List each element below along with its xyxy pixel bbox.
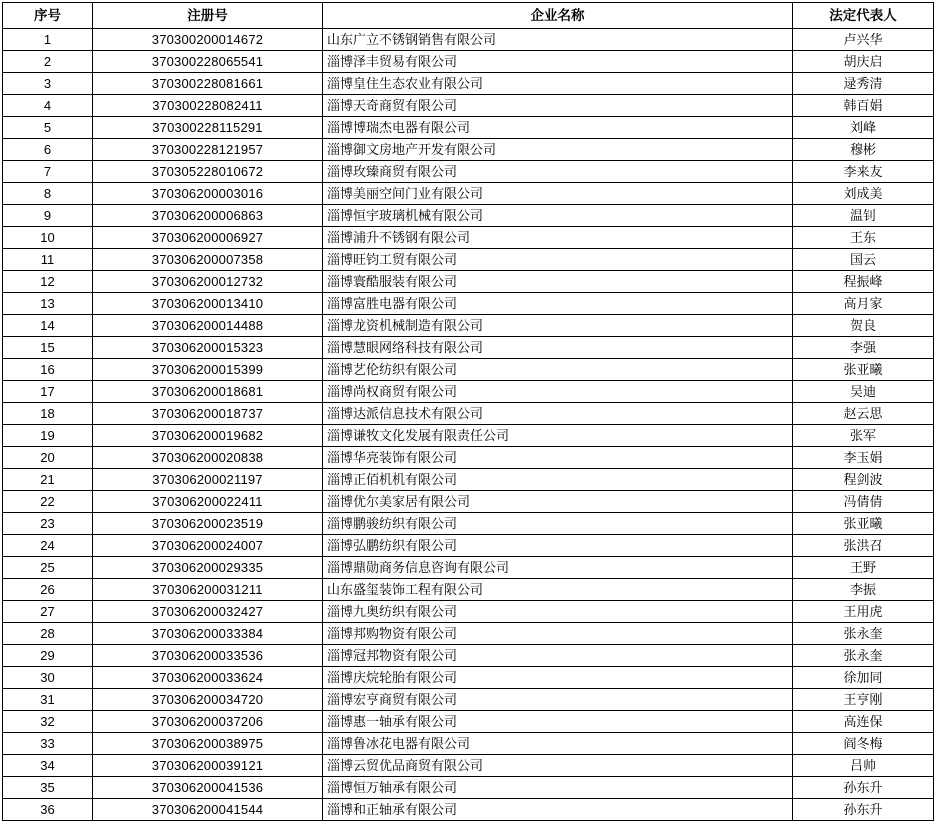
cell-company-name: 淄博美丽空间门业有限公司 — [323, 183, 793, 205]
cell-index: 22 — [3, 491, 93, 513]
cell-legal-rep: 吕帅 — [793, 755, 934, 777]
cell-company-name: 淄博宏亨商贸有限公司 — [323, 689, 793, 711]
cell-registration-no: 370306200038975 — [93, 733, 323, 755]
cell-index: 32 — [3, 711, 93, 733]
cell-registration-no: 370306200014488 — [93, 315, 323, 337]
table-row — [3, 557, 934, 579]
cell-company-name: 淄博艺伦纺织有限公司 — [323, 359, 793, 381]
table-row — [3, 183, 934, 205]
cell-legal-rep: 卢兴华 — [793, 29, 934, 51]
cell-registration-no: 370300200014672 — [93, 29, 323, 51]
cell-registration-no: 370306200018681 — [93, 381, 323, 403]
cell-index: 21 — [3, 469, 93, 491]
cell-legal-rep: 王亨刚 — [793, 689, 934, 711]
cell-registration-no: 370306200006927 — [93, 227, 323, 249]
cell-company-name: 淄博云贸优品商贸有限公司 — [323, 755, 793, 777]
cell-company-name: 淄博天奇商贸有限公司 — [323, 95, 793, 117]
cell-legal-rep: 程振峰 — [793, 271, 934, 293]
cell-legal-rep: 穆彬 — [793, 139, 934, 161]
cell-index: 11 — [3, 249, 93, 271]
cell-registration-no: 370300228121957 — [93, 139, 323, 161]
cell-company-name: 淄博冠邦物资有限公司 — [323, 645, 793, 667]
cell-legal-rep: 王野 — [793, 557, 934, 579]
table-row — [3, 491, 934, 513]
table-body — [3, 29, 934, 821]
table-row — [3, 535, 934, 557]
table-row — [3, 733, 934, 755]
column-header-legal-rep: 法定代表人 — [793, 3, 934, 29]
cell-company-name: 山东盛玺装饰工程有限公司 — [323, 579, 793, 601]
cell-registration-no: 370300228082411 — [93, 95, 323, 117]
cell-company-name: 淄博正佰机机有限公司 — [323, 469, 793, 491]
cell-legal-rep: 王东 — [793, 227, 934, 249]
cell-legal-rep: 国云 — [793, 249, 934, 271]
table-row — [3, 667, 934, 689]
cell-registration-no: 370306200033624 — [93, 667, 323, 689]
table-row — [3, 579, 934, 601]
cell-registration-no: 370306200032427 — [93, 601, 323, 623]
table-row — [3, 755, 934, 777]
table-row — [3, 711, 934, 733]
cell-index: 9 — [3, 205, 93, 227]
table-header — [3, 3, 934, 29]
cell-registration-no: 370305228010672 — [93, 161, 323, 183]
cell-registration-no: 370306200003016 — [93, 183, 323, 205]
cell-registration-no: 370306200007358 — [93, 249, 323, 271]
cell-index: 24 — [3, 535, 93, 557]
cell-company-name: 淄博寰酷服装有限公司 — [323, 271, 793, 293]
cell-index: 4 — [3, 95, 93, 117]
cell-legal-rep: 孙东升 — [793, 777, 934, 799]
cell-registration-no: 370306200023519 — [93, 513, 323, 535]
cell-legal-rep: 阎冬梅 — [793, 733, 934, 755]
cell-legal-rep: 刘成美 — [793, 183, 934, 205]
table-row — [3, 359, 934, 381]
table-row — [3, 315, 934, 337]
table-row — [3, 249, 934, 271]
table-row — [3, 447, 934, 469]
cell-registration-no: 370306200033384 — [93, 623, 323, 645]
cell-registration-no: 370306200033536 — [93, 645, 323, 667]
cell-legal-rep: 徐加同 — [793, 667, 934, 689]
cell-company-name: 淄博邦购物资有限公司 — [323, 623, 793, 645]
table-row — [3, 73, 934, 95]
cell-registration-no: 370306200024007 — [93, 535, 323, 557]
cell-legal-rep: 李玉娟 — [793, 447, 934, 469]
cell-index: 2 — [3, 51, 93, 73]
cell-legal-rep: 孙东升 — [793, 799, 934, 821]
cell-registration-no: 370306200006863 — [93, 205, 323, 227]
cell-index: 18 — [3, 403, 93, 425]
cell-company-name: 淄博玫臻商贸有限公司 — [323, 161, 793, 183]
cell-index: 7 — [3, 161, 93, 183]
cell-registration-no: 370300228065541 — [93, 51, 323, 73]
cell-registration-no: 370306200021197 — [93, 469, 323, 491]
table-row — [3, 513, 934, 535]
cell-index: 30 — [3, 667, 93, 689]
cell-company-name: 淄博鹏骏纺织有限公司 — [323, 513, 793, 535]
cell-index: 36 — [3, 799, 93, 821]
cell-legal-rep: 高月家 — [793, 293, 934, 315]
table-row — [3, 799, 934, 821]
cell-company-name: 淄博博瑞杰电器有限公司 — [323, 117, 793, 139]
cell-index: 15 — [3, 337, 93, 359]
table-row — [3, 271, 934, 293]
cell-registration-no: 370306200019682 — [93, 425, 323, 447]
table-row — [3, 227, 934, 249]
cell-index: 26 — [3, 579, 93, 601]
cell-registration-no: 370306200020838 — [93, 447, 323, 469]
cell-index: 3 — [3, 73, 93, 95]
cell-legal-rep: 程剑波 — [793, 469, 934, 491]
table-row — [3, 403, 934, 425]
table-header-row — [3, 3, 934, 29]
cell-registration-no: 370306200029335 — [93, 557, 323, 579]
cell-company-name: 淄博浦升不锈钢有限公司 — [323, 227, 793, 249]
cell-legal-rep: 张亚曦 — [793, 359, 934, 381]
cell-company-name: 淄博庆烷轮胎有限公司 — [323, 667, 793, 689]
cell-registration-no: 370306200015323 — [93, 337, 323, 359]
cell-index: 1 — [3, 29, 93, 51]
cell-registration-no: 370306200041536 — [93, 777, 323, 799]
cell-company-name: 淄博恒宇玻璃机械有限公司 — [323, 205, 793, 227]
table-row — [3, 51, 934, 73]
cell-legal-rep: 韩百娟 — [793, 95, 934, 117]
cell-legal-rep: 李强 — [793, 337, 934, 359]
table-row — [3, 381, 934, 403]
table-row — [3, 623, 934, 645]
cell-legal-rep: 高连保 — [793, 711, 934, 733]
cell-company-name: 淄博鲁冰花电器有限公司 — [323, 733, 793, 755]
cell-index: 33 — [3, 733, 93, 755]
cell-legal-rep: 贺良 — [793, 315, 934, 337]
cell-company-name: 淄博惠一轴承有限公司 — [323, 711, 793, 733]
cell-legal-rep: 冯倩倩 — [793, 491, 934, 513]
cell-index: 8 — [3, 183, 93, 205]
cell-legal-rep: 张永奎 — [793, 645, 934, 667]
cell-index: 17 — [3, 381, 93, 403]
cell-index: 5 — [3, 117, 93, 139]
cell-index: 13 — [3, 293, 93, 315]
cell-company-name: 山东广立不锈钢销售有限公司 — [323, 29, 793, 51]
cell-company-name: 淄博华亮装饰有限公司 — [323, 447, 793, 469]
column-header-registration-no: 注册号 — [93, 3, 323, 29]
cell-legal-rep: 李振 — [793, 579, 934, 601]
cell-index: 34 — [3, 755, 93, 777]
cell-legal-rep: 温钊 — [793, 205, 934, 227]
cell-company-name: 淄博泽丰贸易有限公司 — [323, 51, 793, 73]
cell-legal-rep: 张永奎 — [793, 623, 934, 645]
cell-index: 27 — [3, 601, 93, 623]
cell-registration-no: 370306200022411 — [93, 491, 323, 513]
registration-table — [2, 2, 934, 821]
cell-company-name: 淄博富胜电器有限公司 — [323, 293, 793, 315]
table-row — [3, 293, 934, 315]
cell-company-name: 淄博和正轴承有限公司 — [323, 799, 793, 821]
table-row — [3, 337, 934, 359]
cell-registration-no: 370306200015399 — [93, 359, 323, 381]
cell-registration-no: 370306200012732 — [93, 271, 323, 293]
cell-index: 31 — [3, 689, 93, 711]
cell-company-name: 淄博九奥纺织有限公司 — [323, 601, 793, 623]
table-row — [3, 425, 934, 447]
cell-registration-no: 370306200018737 — [93, 403, 323, 425]
cell-legal-rep: 吴迪 — [793, 381, 934, 403]
table-row — [3, 117, 934, 139]
cell-registration-no: 370306200034720 — [93, 689, 323, 711]
cell-company-name: 淄博皇住生态农业有限公司 — [323, 73, 793, 95]
cell-index: 19 — [3, 425, 93, 447]
cell-legal-rep: 刘峰 — [793, 117, 934, 139]
cell-index: 12 — [3, 271, 93, 293]
table-row — [3, 205, 934, 227]
cell-index: 29 — [3, 645, 93, 667]
cell-company-name: 淄博谦牧文化发展有限责任公司 — [323, 425, 793, 447]
cell-registration-no: 370306200031211 — [93, 579, 323, 601]
cell-company-name: 淄博慧眼网络科技有限公司 — [323, 337, 793, 359]
column-header-index: 序号 — [3, 3, 93, 29]
cell-company-name: 淄博弘鹏纺织有限公司 — [323, 535, 793, 557]
table-row — [3, 689, 934, 711]
cell-registration-no: 370306200037206 — [93, 711, 323, 733]
cell-company-name: 淄博御文房地产开发有限公司 — [323, 139, 793, 161]
cell-registration-no: 370306200041544 — [93, 799, 323, 821]
cell-index: 25 — [3, 557, 93, 579]
cell-legal-rep: 张军 — [793, 425, 934, 447]
cell-index: 10 — [3, 227, 93, 249]
cell-company-name: 淄博龙资机械制造有限公司 — [323, 315, 793, 337]
cell-registration-no: 370306200013410 — [93, 293, 323, 315]
cell-index: 16 — [3, 359, 93, 381]
cell-registration-no: 370306200039121 — [93, 755, 323, 777]
column-header-company-name: 企业名称 — [323, 3, 793, 29]
cell-legal-rep: 张洪召 — [793, 535, 934, 557]
cell-registration-no: 370300228115291 — [93, 117, 323, 139]
cell-index: 23 — [3, 513, 93, 535]
cell-company-name: 淄博优尔美家居有限公司 — [323, 491, 793, 513]
table-row — [3, 29, 934, 51]
cell-index: 14 — [3, 315, 93, 337]
table-row — [3, 161, 934, 183]
cell-index: 6 — [3, 139, 93, 161]
cell-company-name: 淄博达派信息技术有限公司 — [323, 403, 793, 425]
cell-company-name: 淄博鼎勋商务信息咨询有限公司 — [323, 557, 793, 579]
cell-legal-rep: 逯秀清 — [793, 73, 934, 95]
cell-legal-rep: 赵云思 — [793, 403, 934, 425]
cell-company-name: 淄博旺钧工贸有限公司 — [323, 249, 793, 271]
table-row — [3, 95, 934, 117]
cell-company-name: 淄博恒万轴承有限公司 — [323, 777, 793, 799]
cell-registration-no: 370300228081661 — [93, 73, 323, 95]
cell-index: 28 — [3, 623, 93, 645]
table-row — [3, 139, 934, 161]
cell-legal-rep: 王用虎 — [793, 601, 934, 623]
cell-index: 20 — [3, 447, 93, 469]
table-row — [3, 469, 934, 491]
cell-index: 35 — [3, 777, 93, 799]
cell-legal-rep: 张亚曦 — [793, 513, 934, 535]
table-row — [3, 645, 934, 667]
cell-company-name: 淄博尚权商贸有限公司 — [323, 381, 793, 403]
cell-legal-rep: 李来友 — [793, 161, 934, 183]
cell-legal-rep: 胡庆启 — [793, 51, 934, 73]
table-row — [3, 601, 934, 623]
table-row — [3, 777, 934, 799]
